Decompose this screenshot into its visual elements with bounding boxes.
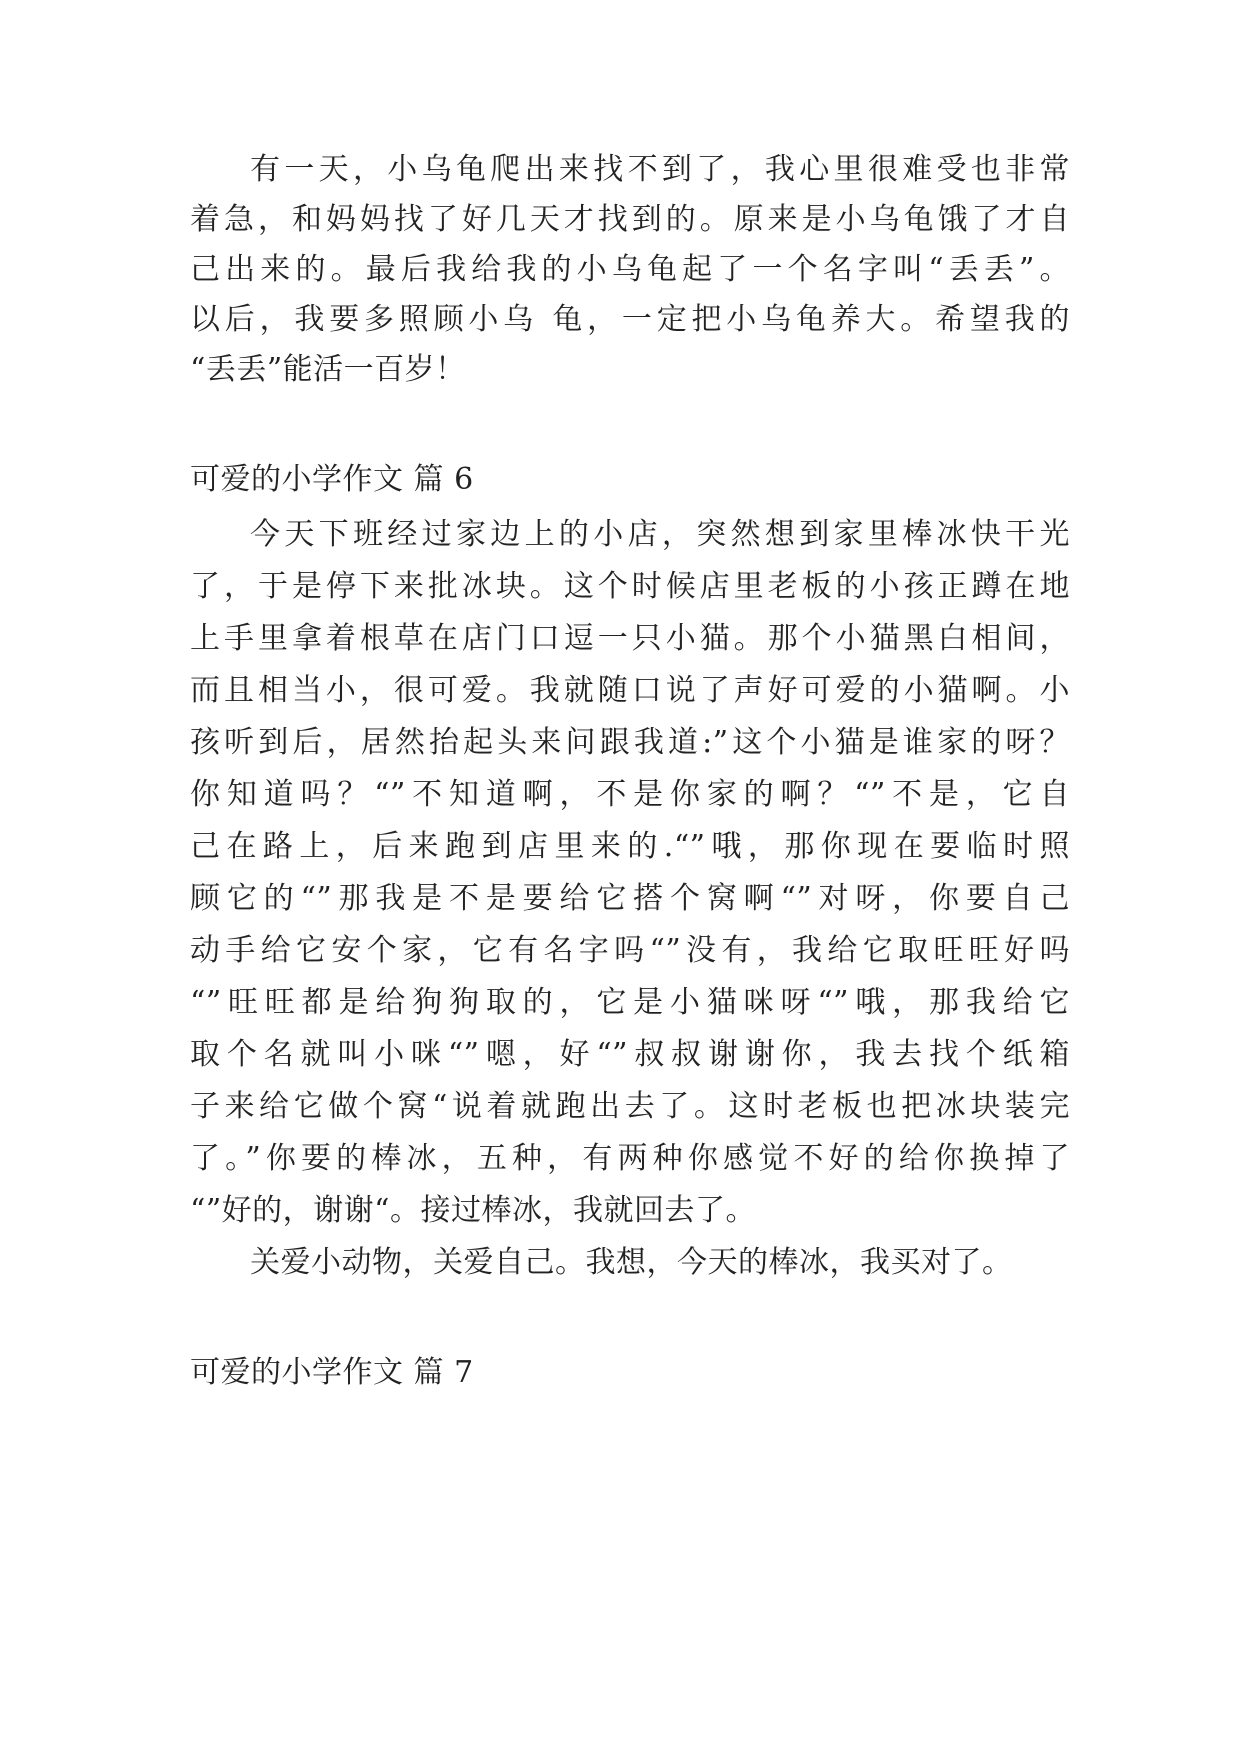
text-line: 子来给它做个窝“说着就跑出去了。这时老板也把冰块装完 [190, 1089, 1070, 1124]
text-line: 而且相当小，很可爱。我就随口说了声好可爱的小猫啊。小 [190, 673, 1070, 708]
text-line: 了。”你要的棒冰，五种，有两种你感觉不好的给你换掉了 [190, 1141, 1070, 1176]
text-line: 上手里拿着根草在店门口逗一只小猫。那个小猫黑白相间， [190, 621, 1070, 656]
text-line: 今天下班经过家边上的小店，突然想到家里棒冰快干光 [250, 517, 1070, 552]
text-line: “丢丢”能活一百岁！ [190, 352, 466, 387]
text-line: “”好的，谢谢“。接过棒冰，我就回去了。 [190, 1193, 757, 1228]
text-line: 以后，我要多照顾小乌 龟，一定把小乌龟养大。希望我的 [190, 302, 1070, 337]
text-line: 孩听到后，居然抬起头来问跟我道:”这个小猫是谁家的呀？ [190, 725, 1070, 760]
section-heading: 可爱的小学作文 篇 7 [190, 1355, 474, 1390]
text-line: 取个名就叫小咪“”嗯，好“”叔叔谢谢你，我去找个纸箱 [190, 1037, 1070, 1072]
text-line: “”旺旺都是给狗狗取的，它是小猫咪呀“”哦，那我给它 [190, 985, 1070, 1020]
text-line: 己在路上，后来跑到店里来的.“”哦，那你现在要临时照 [190, 829, 1070, 864]
text-line: 有一天，小乌龟爬出来找不到了，我心里很难受也非常 [250, 152, 1070, 187]
text-line: 着急，和妈妈找了好几天才找到的。原来是小乌龟饿了才自 [190, 202, 1070, 237]
text-line: 了，于是停下来批冰块。这个时候店里老板的小孩正蹲在地 [190, 569, 1070, 604]
text-line: 顾它的“”那我是不是要给它搭个窝啊“”对呀，你要自己 [190, 881, 1070, 916]
text-line: 你知道吗？“”不知道啊，不是你家的啊？“”不是，它自 [190, 777, 1070, 812]
text-line: 关爱小动物，关爱自己。我想，今天的棒冰，我买对了。 [250, 1245, 1013, 1280]
section-heading: 可爱的小学作文 篇 6 [190, 462, 474, 497]
text-line: 己出来的。最后我给我的小乌龟起了一个名字叫“丢丢”。 [190, 252, 1070, 287]
text-line: 动手给它安个家，它有名字吗“”没有，我给它取旺旺好吗 [190, 933, 1070, 968]
